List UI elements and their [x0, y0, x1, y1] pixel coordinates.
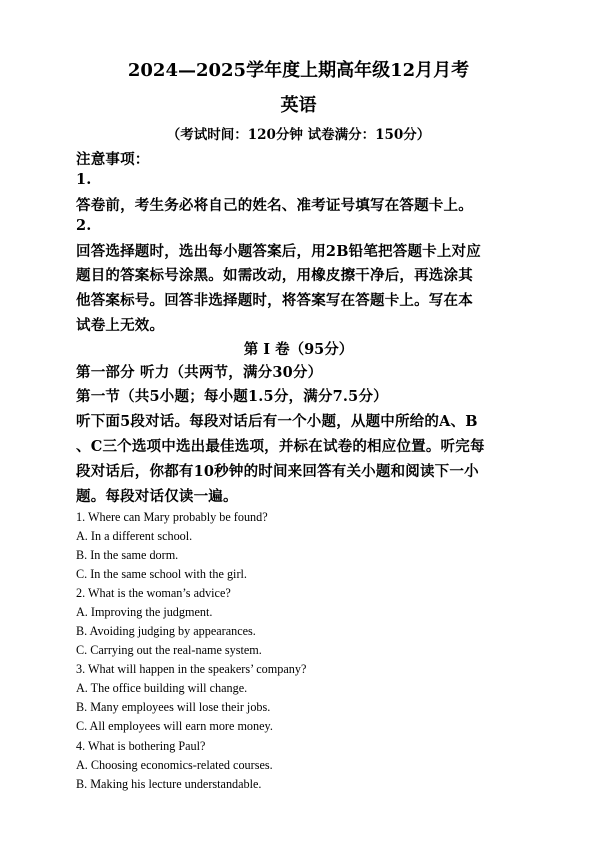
instruction-line: 、C三个选项中选出最佳选项，并标在试卷的相应位置。听完每 — [76, 438, 485, 455]
instruction-line: 听下面5段对话。每段对话后有一个小题，从题中所给的A、B — [76, 413, 478, 430]
question-option: C. All employees will earn more money. — [76, 719, 273, 733]
question-option: A. Improving the judgment. — [76, 605, 213, 619]
question-option: B. Many employees will lose their jobs. — [76, 700, 271, 714]
note-item-2-line: 试卷上无效。 — [76, 317, 165, 334]
instruction-line: 题。每段对话仅读一遍。 — [76, 488, 238, 505]
notes-heading: 注意事项： — [76, 151, 150, 168]
part-title: 第一部分 听力（共两节，满分30分） — [76, 364, 323, 381]
note-item-2-line: 题目的答案标号涂黑。如需改动，用橡皮擦干净后，再选涂其 — [76, 267, 473, 284]
question-option: B. Avoiding judging by appearances. — [76, 624, 256, 638]
question-option: B. In the same dorm. — [76, 548, 179, 562]
question-stem: 1. Where can Mary probably be found? — [76, 510, 268, 524]
question-option: B. Making his lecture understandable. — [76, 777, 262, 791]
question-option: C. In the same school with the girl. — [76, 567, 247, 581]
note-item-1-number: 1. — [76, 171, 92, 188]
note-item-1-text: 答卷前，考生务必将自己的姓名、准考证号填写在答题卡上。 — [76, 197, 473, 214]
question-option: A. In a different school. — [76, 529, 193, 543]
question-stem: 3. What will happen in the speakers’ company? — [76, 662, 307, 676]
subsection-title: 第一节（共5小题；每小题1.5分，满分7.5分） — [76, 388, 388, 405]
exam-info: （考试时间：120分钟 试卷满分：150分） — [166, 127, 431, 143]
note-item-2-line: 回答选择题时，选出每小题答案后，用2B铅笔把答题卡上对应 — [76, 243, 481, 260]
subject-title: 英语 — [280, 95, 317, 116]
question-option: A. Choosing economics-related courses. — [76, 758, 273, 772]
question-stem: 4. What is bothering Paul? — [76, 739, 206, 753]
note-item-2-number: 2. — [76, 217, 92, 234]
question-stem: 2. What is the woman’s advice? — [76, 586, 231, 600]
question-option: A. The office building will change. — [76, 681, 248, 695]
note-item-2-line: 他答案标号。回答非选择题时，将答案写在答题卡上。写在本 — [76, 292, 473, 309]
instruction-line: 段对话后，你都有10秒钟的时间来回答有关小题和阅读下一小 — [76, 463, 479, 480]
question-option: C. Carrying out the real-name system. — [76, 643, 262, 657]
exam-title: 2024—2025学年度上期高年级12月月考 — [127, 60, 470, 81]
volume-title: 第 I 卷（95分） — [243, 341, 354, 358]
